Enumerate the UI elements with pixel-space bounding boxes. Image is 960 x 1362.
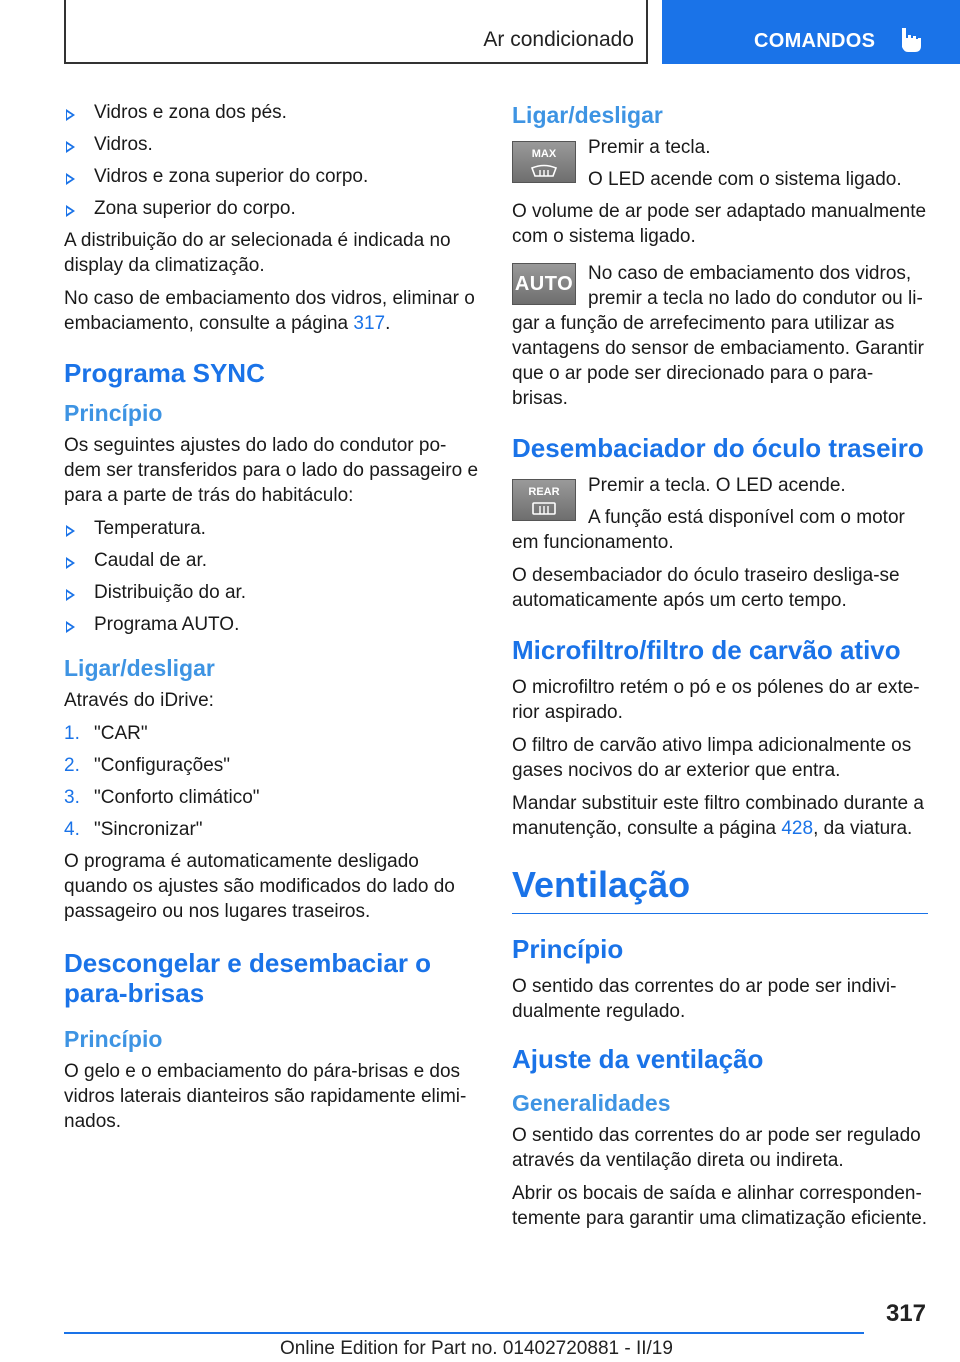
key-rear-row <box>512 473 928 530</box>
windshield-defrost-icon <box>529 162 559 178</box>
key-max-row <box>512 135 928 192</box>
list-item: Caudal de ar. <box>64 548 480 573</box>
pointing-hand-icon <box>898 26 924 54</box>
auto-key-icon: AUTO <box>512 263 576 305</box>
header-tab-comandos[interactable] <box>662 0 960 64</box>
paragraph: No caso de embaciamento dos vidros, eliminar o embaciamento, consulte a página 317. <box>64 288 475 334</box>
heading-programa-sync: Programa SYNC <box>64 358 265 388</box>
paragraph: Mandar substituir este filtro combinado durante a manutenção, consulte a página 428, da viatura. <box>512 793 924 839</box>
paragraph: O LED acende com o sistema ligado. <box>588 169 902 190</box>
list-item: Distribuição do ar. <box>64 580 480 605</box>
heading-ajuste-ventilacao: Ajuste da ventilação <box>512 1044 764 1074</box>
heading-desembaciador: Desembaciador do óculo traseiro <box>512 433 924 463</box>
list-item: Temperatura. <box>64 516 480 541</box>
heading-ligar-desligar: Ligar/desligar <box>512 102 663 128</box>
left-column <box>64 100 480 1142</box>
paragraph: Premir a tecla. <box>588 137 711 158</box>
paragraph: Abrir os bocais de saída e alinhar corresponden-temente para garantir uma climatização eficiente. <box>512 1183 928 1229</box>
page-link[interactable]: 428 <box>781 818 814 839</box>
paragraph: O programa é automaticamente desligado quando os ajustes são modificados do lado do passageiro ou nos lugares traseiros. <box>64 851 455 922</box>
triangle-bullet-icon <box>66 557 75 569</box>
max-defrost-key-icon: MAX <box>512 141 576 183</box>
list-item: 1. "CAR" <box>64 723 148 744</box>
paragraph: em funcionamento. <box>512 532 674 553</box>
paragraph: O gelo e o embaciamento do pára-brisas e dos vidros laterais dianteiros são rapidamente elimi-nados. <box>64 1061 467 1132</box>
list-item: 2. "Configurações" <box>64 755 231 776</box>
triangle-bullet-icon <box>66 141 75 153</box>
header-frame <box>64 0 648 64</box>
list-item: 3. "Conforto climático" <box>64 787 260 808</box>
heading-principio: Princípio <box>64 400 163 426</box>
paragraph: A distribuição do ar selecionada é indicada no display da climatização. <box>64 230 451 276</box>
rear-window-defrost-icon <box>529 500 559 516</box>
paragraph: O filtro de carvão ativo limpa adicionalmente os gases nocivos do ar exterior que entra. <box>512 735 912 781</box>
paragraph: A função está disponível com o motor <box>588 507 905 528</box>
paragraph: gar a função de arrefecimento para utilizar as vantagens do sensor de embaciamento. Garantir que o ar pode ser direcionado para o para-brisas. <box>512 313 924 409</box>
list-item: Vidros. <box>64 132 480 157</box>
triangle-bullet-icon <box>66 621 75 633</box>
paragraph: Premir a tecla. O LED acende. <box>588 475 846 496</box>
paragraph: O sentido das correntes do ar pode ser regulado através da ventilação direta ou indireta. <box>512 1125 921 1171</box>
triangle-bullet-icon <box>66 109 75 121</box>
heading-generalidades: Generalidades <box>512 1090 671 1116</box>
list-item: Vidros e zona dos pés. <box>64 100 480 125</box>
paragraph: No caso de embaciamento dos vidros, premir a tecla no lado do condutor ou li- <box>588 263 923 309</box>
header-tab-label: COMANDOS <box>754 30 876 52</box>
paragraph: O desembaciador do óculo traseiro desliga-se automaticamente após um certo tempo. <box>512 565 900 611</box>
list-item: Zona superior do corpo. <box>64 196 480 221</box>
heading-descongelar: Descongelar e desembaciar o para-brisas <box>64 948 432 1008</box>
triangle-bullet-icon <box>66 589 75 601</box>
paragraph: O volume de ar pode ser adaptado manualmente com o sistema ligado. <box>512 201 927 247</box>
paragraph: Através do iDrive: <box>64 690 214 711</box>
right-column <box>512 100 928 1239</box>
list-item: 4. "Sincronizar" <box>64 819 203 840</box>
rear-defrost-key-icon: REAR <box>512 479 576 521</box>
heading-ligar-desligar: Ligar/desligar <box>64 655 215 681</box>
paragraph: O sentido das correntes do ar pode ser indivi-dualmente regulado. <box>512 976 897 1022</box>
paragraph: O microfiltro retém o pó e os pólenes do ar exte-rior aspirado. <box>512 677 920 723</box>
heading-microfiltro: Microfiltro/filtro de carvão ativo <box>512 635 901 665</box>
list-item: Programa AUTO. <box>64 612 480 637</box>
heading-principio: Princípio <box>64 1026 163 1052</box>
paragraph: Os seguintes ajustes do lado do condutor po-dem ser transferidos para o lado do passageiro e para a parte de trás do habitáculo: <box>64 435 479 506</box>
heading-ventilacao: Ventilação <box>512 863 928 914</box>
triangle-bullet-icon <box>66 173 75 185</box>
page-link[interactable]: 317 <box>353 313 386 334</box>
key-auto-row <box>512 261 928 311</box>
heading-principio: Princípio <box>512 934 624 964</box>
page-number: 317 <box>885 1300 926 1327</box>
list-item: Vidros e zona superior do corpo. <box>64 164 480 189</box>
header-section-title: Ar condicionado <box>483 28 634 51</box>
footer-edition: Online Edition for Part no. 01402720881 - II/19 <box>280 1338 673 1359</box>
footer-divider <box>64 1332 864 1334</box>
triangle-bullet-icon <box>66 205 75 217</box>
triangle-bullet-icon <box>66 525 75 537</box>
